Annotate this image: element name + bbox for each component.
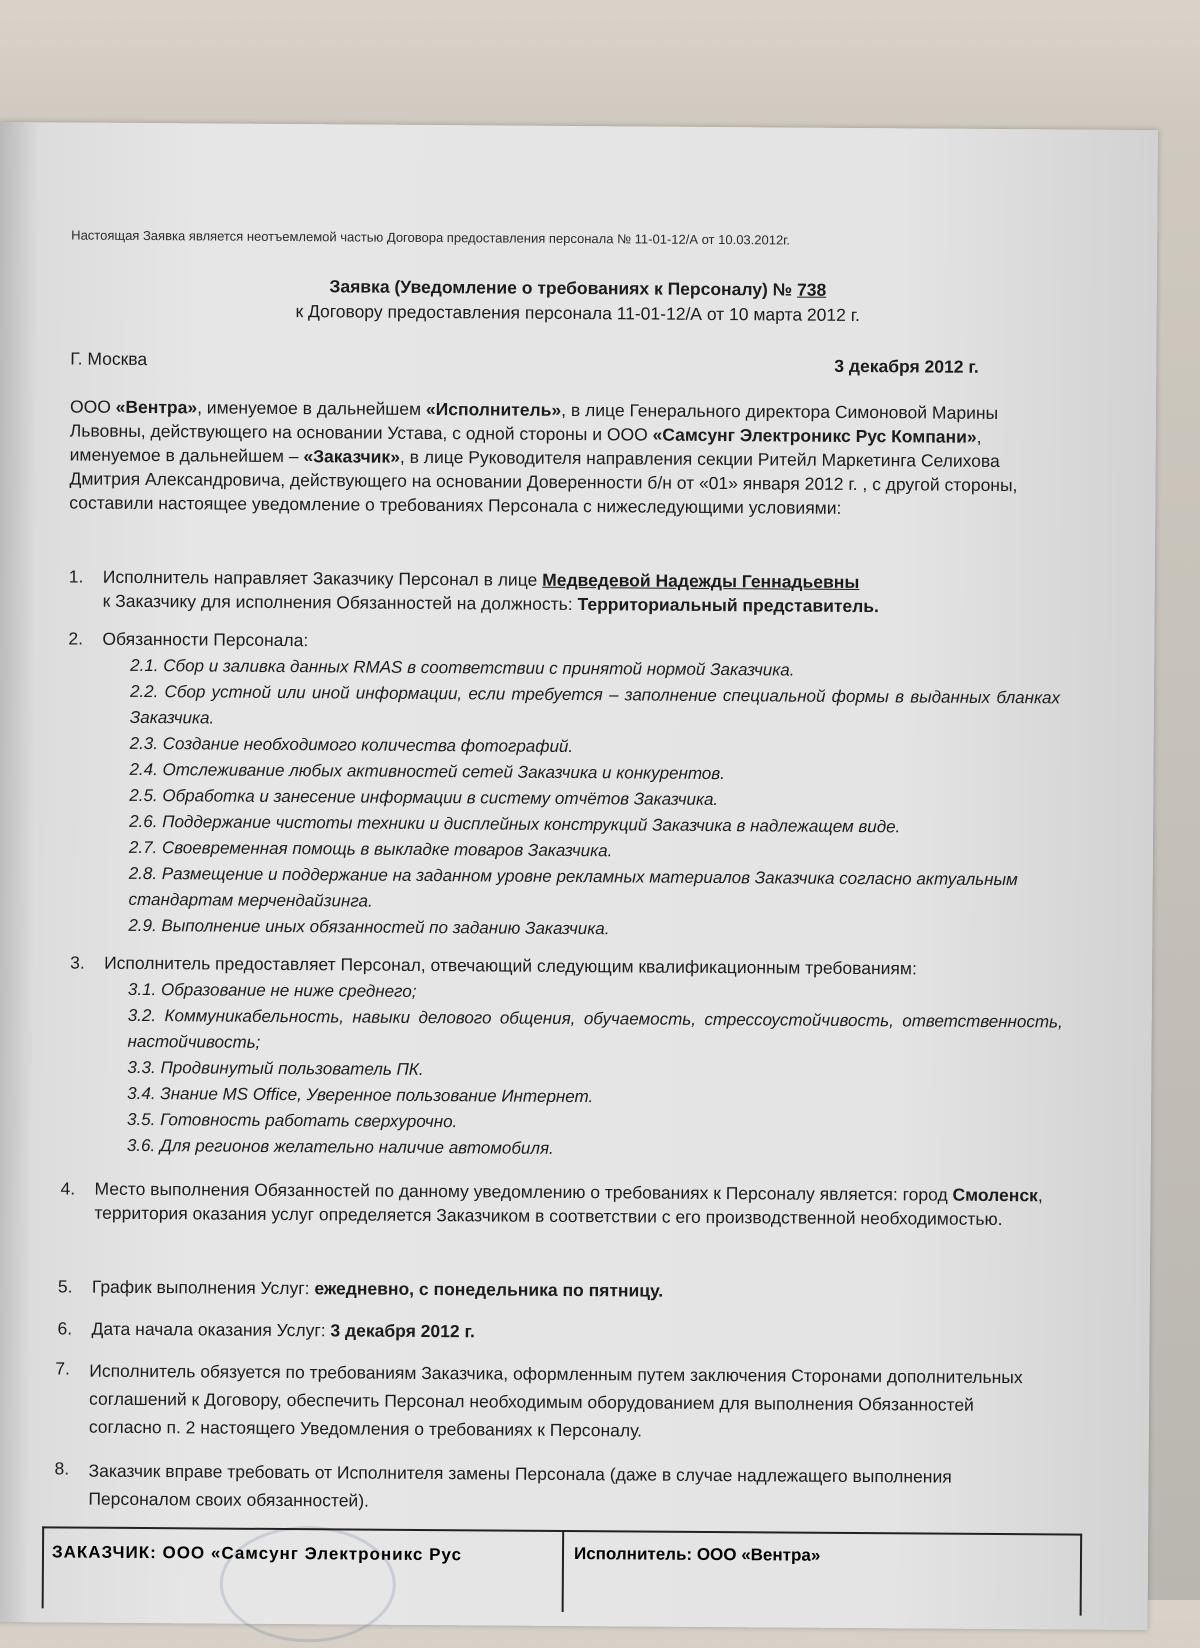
- sub-item: 3.6. Для регионов желательно наличие автомобиля.: [126, 1135, 554, 1158]
- item-text: [92, 1275, 1042, 1306]
- sub-item: 2.5. Обработка и занесение информации в систему отчётов Заказчика.: [129, 785, 719, 810]
- sub-item: 2.9. Выполнение иных обязанностей по заданию Заказчика.: [128, 915, 610, 939]
- item-text-part: , территория оказания услуг определяется Заказчиком в соответствии с его производственной необходимостью.: [94, 1185, 1043, 1230]
- item-number: 1.: [68, 566, 84, 587]
- employee-name: Медведевой Надежды Геннадьевны: [542, 569, 860, 593]
- schedule-value: ежедневно, с понедельника по пятницу.: [314, 1278, 664, 1301]
- item-number: 4.: [60, 1178, 76, 1199]
- intro-text: , именуемое в дальнейшем –: [69, 426, 982, 467]
- sub-item: 2.3. Создание необходимого количества фотографий.: [129, 733, 574, 757]
- document-body: [0, 180, 1158, 1511]
- document-subtitle: к Договору предоставления персонала 11-01-12/А от 10 марта 2012 г.: [295, 301, 860, 326]
- sub-item: 2.8. Размещение и поддержание на заданном уровне рекламных материалов Заказчика согласно актуальным стандартам мерчендайзинга.: [128, 863, 1018, 911]
- position-title: Территориальный представитель.: [577, 594, 880, 617]
- title-block: [0, 272, 1157, 331]
- item-text: [91, 1317, 1041, 1348]
- item-number: 8.: [54, 1458, 70, 1479]
- city: Г. Москва: [70, 348, 148, 370]
- item-number: 2.: [68, 628, 84, 649]
- sub-item: 3.4. Знание MS Office, Уверенное пользование Интернет.: [127, 1083, 594, 1107]
- intro-customer-role: «Заказчик»: [303, 446, 401, 467]
- sub-item: 2.6. Поддержание чистоты техники и дисплейных конструкций Заказчика в надлежащем виде.: [129, 811, 901, 837]
- document-date: 3 декабря 2012 г.: [834, 355, 979, 377]
- intro-text: , именуемое в дальнейшем: [197, 397, 427, 419]
- intro-customer-name: «Самсунг Электроникс Рус Компани»: [652, 424, 977, 447]
- intro-executor-role: «Исполнитель»: [425, 398, 562, 420]
- executor-signature-cell: Исполнитель: ООО «Вентра»: [573, 1544, 821, 1565]
- sub-item: 2.2. Сбор устной или иной информации, если требуется – заполнение специальной формы в выданных бланках Заказчика.: [129, 681, 1061, 728]
- item-text: [103, 565, 1053, 620]
- item-number: 5.: [57, 1276, 73, 1297]
- item-text-part: Дата начала оказания Услуг:: [91, 1318, 331, 1341]
- item-text: [94, 1177, 1044, 1232]
- sub-item: 2.4. Отслеживание любых активностей сетей Заказчика и конкурентов.: [129, 759, 725, 784]
- sub-item: 2.1. Сбор и заливка данных RMAS в соответствии с принятой нормой Заказчика.: [130, 655, 795, 680]
- sub-item: 3.3. Продвинутый пользователь ПК.: [127, 1057, 424, 1079]
- customer-signature-cell: ЗАКАЗЧИК: ООО «Самсунг Электроникс Рус: [44, 1528, 565, 1612]
- item-text-part: Место выполнения Обязанностей по данному уведомлению о требованиях к Персоналу является: город: [94, 1178, 953, 1205]
- title-number: 738: [796, 279, 827, 300]
- intro-text: ООО: [69, 396, 116, 417]
- document-page: [0, 122, 1158, 1630]
- item-text: Заказчик вправе требовать от Исполнителя замены Персонала (даже в случае надлежащего выполнения Персоналом своих обязанностей).: [88, 1460, 952, 1511]
- sub-item: 3.2. Коммуникабельность, навыки делового общения, обучаемость, стрессоустойчивость, ответственность, настойчивость;: [127, 1005, 1063, 1052]
- intro-text: , в лице Руководителя направления секции Ритейл Маркетинга Селихова Дмитрия Александровича, действующего на основании Доверенности б/н от «01» января 2012 г. , с другой стороны, составили настоящее уведомление о требованиях Персонала с нижеследующими условиями:: [69, 446, 1018, 518]
- item-text: Обязанности Персонала:: [102, 628, 309, 651]
- item-text-part: График выполнения Услуг:: [91, 1276, 315, 1299]
- start-date-value: 3 декабря 2012 г.: [330, 1320, 475, 1342]
- city-name: Смоленск: [952, 1184, 1038, 1206]
- item-number: 6.: [57, 1318, 73, 1339]
- intro-paragraph: [69, 394, 1070, 521]
- signature-table: [42, 1526, 1083, 1615]
- item-number: 7.: [55, 1358, 70, 1379]
- item-text: Исполнитель предоставляет Персонал, отвечающий следующим квалификационным требованиям:: [104, 952, 917, 979]
- sub-item: 3.1. Образование не ниже среднего;: [127, 979, 417, 1001]
- item-text-part: Исполнитель направляет Заказчику Персонал в лице: [102, 566, 543, 590]
- item-number: 3.: [70, 952, 85, 973]
- item-text-part: к Заказчику для исполнения Обязанностей на должность:: [102, 590, 578, 615]
- header-note: Настоящая Заявка является неотъемлемой частью Договора предоставления персонала № 11-01-12/А от 10.03.2012г.: [71, 227, 791, 248]
- intro-executor-name: «Вентра»: [115, 396, 198, 418]
- sub-item: 2.7. Своевременная помощь в выкладке товаров Заказчика.: [128, 837, 613, 861]
- intro-text: , в лице Генерального директора Симоновой Марины Львовны, действующего на основании Устава, с одной стороны и ООО: [69, 399, 999, 445]
- sub-item: 3.5. Готовность работать сверхурочно.: [126, 1109, 458, 1132]
- title-prefix: Заявка (Уведомление о требованиях к Персоналу) №: [329, 276, 793, 300]
- item-text: Исполнитель обязуется по требованиям Заказчика, оформленным путем заключения Сторонами дополнительных соглашений к Договору, обеспечить Персонал необходимым оборудованием для выполнения Обязанностей согласно п. 2 настоящего Уведомления о требованиях к Персоналу.: [88, 1360, 1023, 1441]
